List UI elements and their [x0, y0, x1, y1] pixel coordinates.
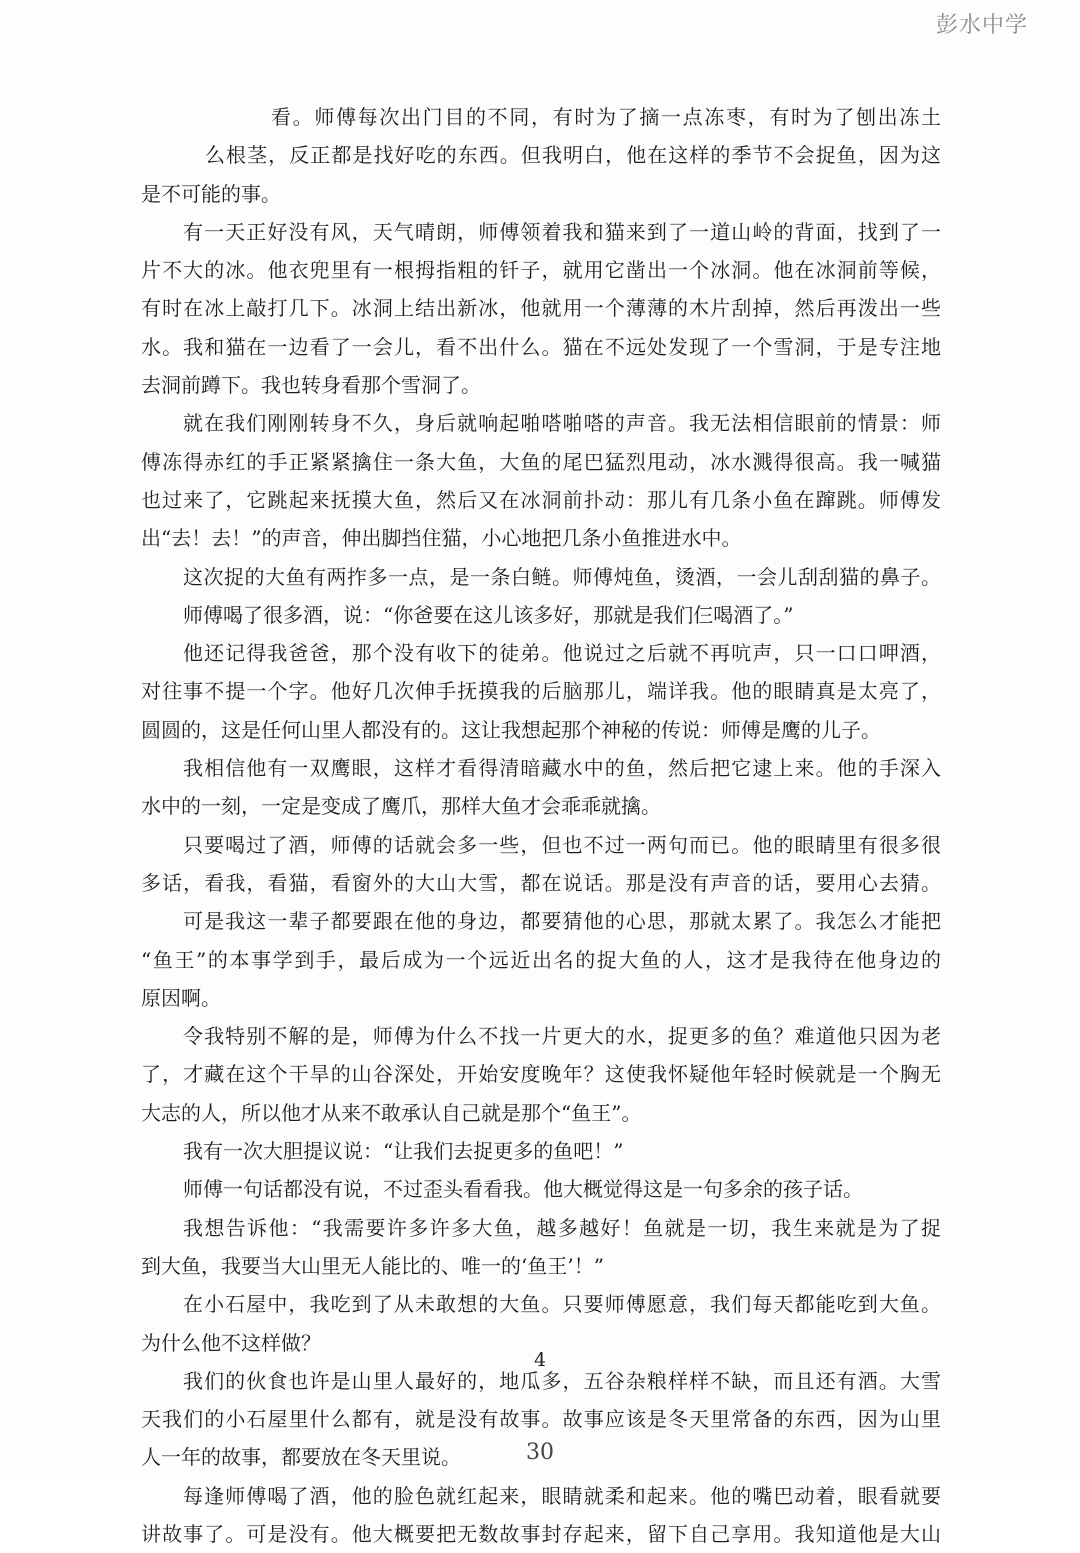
watermark-logo: 彭水中学	[936, 13, 1029, 38]
text-line: 只要喝过了酒，师傅的话就会多一些，但也不过一两句而已。他的眼睛里有很多很	[183, 832, 941, 857]
text-line: 大志的人，所以他才从来不敢承认自己就是那个“鱼王”。	[141, 1100, 642, 1125]
text-line: 对往事不提一个字。他好几次伸手抚摸我的后脑那儿，端详我。他的眼睛真是太亮了，	[141, 679, 941, 704]
text-line: 去洞前蹲下。我也转身看那个雪洞了。	[141, 373, 481, 398]
text-line: 他还记得我爸爸，那个没有收下的徒弟。他说过之后就不再吭声，只一口口呷酒，	[183, 641, 941, 666]
text-line: 到大鱼，我要当大山里无人能比的、唯一的‘鱼王’！”	[141, 1253, 604, 1278]
text-line: 讲故事了。可是没有。他大概要把无数故事封存起来，留下自己享用。我知道他是大山	[141, 1521, 941, 1546]
document-body	[141, 98, 941, 1553]
text-line: 人一年的故事，都要放在冬天里说。	[141, 1445, 461, 1470]
text-line: 为什么他不这样做？	[141, 1330, 321, 1355]
text-line: 傅冻得赤红的手正紧紧擒住一条大鱼，大鱼的尾巴猛烈甩动，冰水溅得很高。我一喊猫	[141, 449, 941, 474]
page-number: 4	[533, 1349, 547, 1371]
text-line: 就在我们刚刚转身不久，身后就响起啪嗒啪嗒的声音。我无法相信眼前的情景：师	[183, 411, 941, 436]
text-line: 可是我这一辈子都要跟在他的身边，都要猜他的心思，那就太累了。我怎么才能把	[183, 909, 941, 934]
text-line: 原因啊。	[141, 985, 221, 1010]
text-line: 水中的一刻，一定是变成了鹰爪，那样大鱼才会乖乖就擒。	[141, 794, 661, 819]
text-line: 每逢师傅喝了酒，他的脸色就红起来，眼睛就柔和起来。他的嘴巴动着，眼看就要	[183, 1483, 941, 1508]
text-line: 师傅喝了很多酒，说：“你爸要在这儿该多好，那就是我们仨喝酒了。”	[183, 602, 794, 627]
text-line: 师傅一句话都没有说，不过歪头看看我。他大概觉得这是一句多余的孩子话。	[183, 1177, 863, 1202]
text-line: 是不可能的事。	[141, 181, 281, 206]
text-line: 圆圆的，这是任何山里人都没有的。这让我想起那个神秘的传说：师傅是鹰的儿子。	[141, 717, 881, 742]
text-line: 也过来了，它跳起来抚摸大鱼，然后又在冰洞前扑动：那儿有几条小鱼在蹿跳。师傅发	[141, 487, 941, 512]
text-line: 水。我和猫在一边看了一会儿，看不出什么。猫在不远处发现了一个雪洞，于是专注地	[141, 334, 941, 359]
text-line: 片不大的冰。他衣兜里有一根拇指粗的钎子，就用它凿出一个冰洞。他在冰洞前等候，	[141, 258, 941, 283]
text-line: 有时在冰上敲打几下。冰洞上结出新冰，他就用一个薄薄的木片刮掉，然后再泼出一些	[141, 296, 941, 321]
text-line: 了，才藏在这个干旱的山谷深处，开始安度晚年？这使我怀疑他年轻时候就是一个胸无	[141, 1062, 941, 1087]
text-line: 在小石屋中，我吃到了从未敢想的大鱼。只要师傅愿意，我们每天都能吃到大鱼。	[183, 1292, 941, 1317]
text-line: 令我特别不解的是，师傅为什么不找一片更大的水，捉更多的鱼？难道他只因为老	[183, 1024, 941, 1049]
text-line: 我们的伙食也许是山里人最好的，地瓜多，五谷杂粮样样不缺，而且还有酒。大雪	[183, 1368, 941, 1393]
text-line: 出“去！去！”的声音，伸出脚挡住猫，小心地把几条小鱼推进水中。	[141, 526, 742, 551]
text-line: 我有一次大胆提议说：“让我们去捉更多的鱼吧！”	[183, 1139, 624, 1164]
text-line: 我想告诉他：“我需要许多许多大鱼，越多越好！鱼就是一切，我生来就是为了捉	[183, 1215, 941, 1240]
text-line: 天我们的小石屋里什么都有，就是没有故事。故事应该是冬天里常备的东西，因为山里	[141, 1407, 941, 1432]
text-line: 我相信他有一双鹰眼，这样才看得清暗藏水中的鱼，然后把它逮上来。他的手深入	[183, 756, 941, 781]
text-line: 看。师傅每次出门目的不同，有时为了摘一点冻枣，有时为了刨出冻土	[271, 105, 941, 129]
text-line: 多话，看我，看猫，看窗外的大山大雪，都在说话。那是没有声音的话，要用心去猜。	[141, 870, 941, 895]
text-line: 有一天正好没有风，天气晴朗，师傅领着我和猫来到了一道山岭的背面，找到了一	[183, 219, 941, 244]
book-page-number: 30	[526, 1440, 554, 1465]
text-line: “鱼王”的本事学到手，最后成为一个远近出名的捉大鱼的人，这才是我待在他身边的	[141, 947, 941, 972]
text-line: 么根茎，反正都是找好吃的东西。但我明白，他在这样的季节不会捉鱼，因为这	[205, 143, 941, 168]
text-line: 这次捉的大鱼有两拃多一点，是一条白鲢。师傅炖鱼，烫酒，一会儿刮刮猫的鼻子。	[183, 564, 941, 589]
